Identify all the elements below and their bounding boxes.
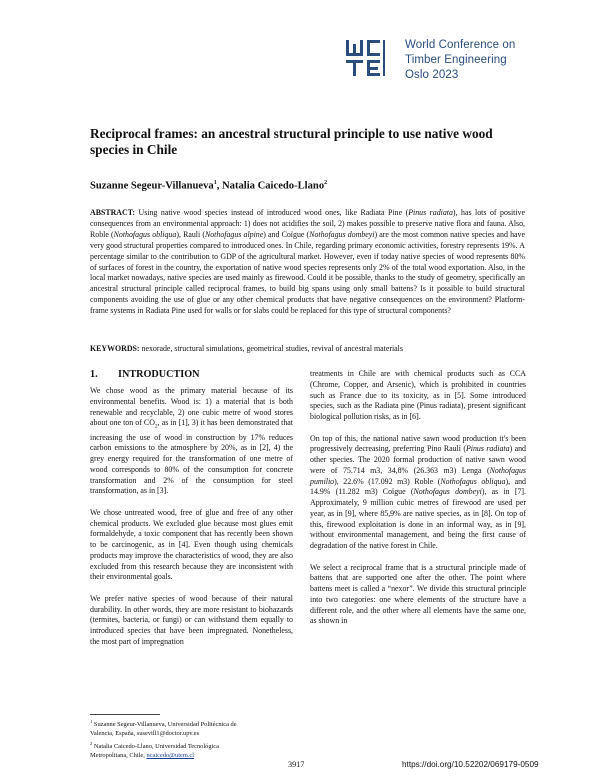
abstract-text: ) are the most common native species and have very good structural properties compared to introduced ones. In Chile, regarding primary economic activities, forestry represents 19%. A percentage similar to the contribution to GDP of the agricultural market. However, even if today native species of wood represents 80% of surfaces of forest in the country, the exportation of native wood species represents only 2% of the total wood exportation. Also, in the local market nowadays, native species are used mainly as firewood. Could it be possible, thanks to the study of geometry, specifically an ancestral structural principle called reciprocal frames, to build big spans using only small battens? Is it possible to build structural components avoiding the use of glue or any other chemical products that have negative consequences on the environment? Platform-frame systems in Radiata Pine used for walls or for slabs could be replaced for this type of structural components? <box>90 229 525 316</box>
paragraph-text: On top of this, the national native sawn wood production it's been progressively decreasing, preferring Pino Raulí ( <box>310 433 526 454</box>
doi-link[interactable]: https://doi.org/10.52202/069179-0509 <box>402 760 539 769</box>
footnote-text: Metropolitana, Chile, <box>90 751 147 759</box>
footnotes <box>90 717 300 760</box>
abstract-text: ) and Coïgue ( <box>263 229 310 239</box>
footnote-text: Valencia, España, susevill1@doctor.upv.es <box>90 730 200 738</box>
paragraph-text: We chose wood as the primary material because of its environmental benefits. Wood is: 1) a material that is both renewable and recyclable, 2) one cubic metre of wood stores about one ton of CO <box>90 386 293 428</box>
species-name: Nothofagus obliqua <box>440 476 506 486</box>
paragraph: treatments in Chile are with chemical products such as CCA (Chrome, Copper, and Arsenic), which is prohibited in countries such as France due to its toxicity, as in [5]. Some introduced species, such as the Radiata pine (Pinus radiata), present significant biological pollution risks, as in [6]. <box>310 369 526 421</box>
paragraph: We select a reciprocal frame that is a structural principle made of battens that are supported one after the other. The point where battens meet is called a “nexor”. We divide this structural principle into two categories: one where elements of the structure have a different role, and the other where all elements have the same one, as shown in <box>310 562 526 626</box>
paragraph <box>310 434 526 552</box>
paragraph-text: ), as in [7]. Approximately, 9 million cubic metres of firewood are used per year, as in [9], where 85,9% are native species, as in [8]. On top of this, firewood exploitation is done in an informal way, as in [9], without environmental management, and being the first cause of degradation of the native forest in Chile. <box>310 487 526 550</box>
abstract <box>90 208 525 317</box>
abstract-text: ), Rauli ( <box>176 229 205 239</box>
keywords-text: nexorade, structural simulations, geometrical studies, revival of ancestral materials <box>139 344 403 353</box>
paragraph-text: ), 22.6% (17.092 m3) Roble ( <box>334 476 441 486</box>
species-name: Pinus radiata <box>408 208 453 217</box>
right-column <box>310 369 526 638</box>
section-heading <box>90 369 200 380</box>
author-name: Natalia Caicedo-Llano <box>222 180 325 192</box>
author-mark: 1 <box>213 180 217 186</box>
footnote-mark: 2 <box>90 740 93 746</box>
conference-line: World Conference on <box>405 39 516 51</box>
abstract-text: ), has lots of positive consequences from an environmental approach: 1) does not acidifies the soil, 2) makes possible to preserve native flora and fauna. Also, Roble ( <box>90 208 526 239</box>
abstract-text: Using native wood species instead of introduced wood ones, like Radiata Pine ( <box>135 208 409 217</box>
species-name: Nothofagus dombeyi <box>413 487 482 497</box>
species-name: Nothofagus pumilio <box>310 465 526 486</box>
paragraph-text: ), and 14.9% (11.282 m3) Coïgue ( <box>310 476 526 497</box>
footnote <box>90 739 300 751</box>
species-name: Nothofagus alpine <box>204 229 264 239</box>
section-title: INTRODUCTION <box>118 369 200 380</box>
page-number: 3917 <box>288 760 305 769</box>
paragraph-text: , as in [1], 3) it has been demonstrated that increasing the use of wood in construction by 17% reduces carbon emissions to the atmosphere by 20%, as in [2], 4) the grey energy required for the transformation of one metre of wood corresponds to 80% of the consumption for concrete transformation and 2% of the consumption for steel transformation, as in [3]. <box>90 418 293 496</box>
footnote <box>90 717 300 729</box>
author-separator: , <box>216 180 222 192</box>
species-name: Pinus radiata <box>465 444 510 454</box>
wcte-logo-icon <box>345 38 400 78</box>
footnote-divider <box>90 714 160 715</box>
footnote-text: Suzanne Segeur-Villanueva, Universidad Politécnica de <box>92 721 237 729</box>
footnote-text: Natalia Caicedo-Llano, Universidad Tecnológica <box>92 742 219 750</box>
footnote-mark: 1 <box>90 719 93 724</box>
footnote-line <box>90 751 300 760</box>
section-number: 1. <box>90 369 98 380</box>
author-name: Suzanne Segeur-Villanueva <box>90 180 214 192</box>
species-name: Nothofagus obliqua <box>113 229 177 239</box>
paragraph-text: ) and other species. The 2020 formal production of native sawn wood were of 75.714 m3, 34,8% (26.363 m3) Lenga ( <box>310 444 526 475</box>
paragraph: We prefer native species of wood because of their natural durability. In other words, they are more resistant to biohazards (termites, bacteria, or fungi) or can withstand them equally to introduced species that have been impregnated. Nonetheless, the most part of impregnation <box>90 593 293 646</box>
species-name: Nothofagus dombeyi <box>309 229 375 239</box>
left-column <box>90 386 293 658</box>
paper-title: Reciprocal frames: an ancestral structural principle to use native wood species in Chile <box>90 126 493 157</box>
keywords <box>90 344 530 355</box>
conference-name <box>405 38 515 83</box>
email-link[interactable]: ncaicedo@utem.cl <box>146 751 195 759</box>
conference-line: Oslo 2023 <box>405 69 459 81</box>
author-mark: 2 <box>324 180 328 186</box>
subscript: 2 <box>154 423 158 430</box>
paragraph <box>90 386 293 497</box>
keywords-label: KEYWORDS: <box>90 344 140 353</box>
paragraph: We chose untreated wood, free of glue and free of any other chemical products. We excluded glue because most glues emit formaldehyde, a toxic component that has recently been shown to be carcinogenic, as in [4]. Even though using chemicals products may improve the characteristics of wood, they are also excluded from this research because they are inconsistent with their environmental goals. <box>90 507 293 582</box>
conference-line: Timber Engineering <box>405 54 507 66</box>
abstract-label: ABSTRACT: <box>90 208 136 217</box>
author-list <box>90 180 327 192</box>
